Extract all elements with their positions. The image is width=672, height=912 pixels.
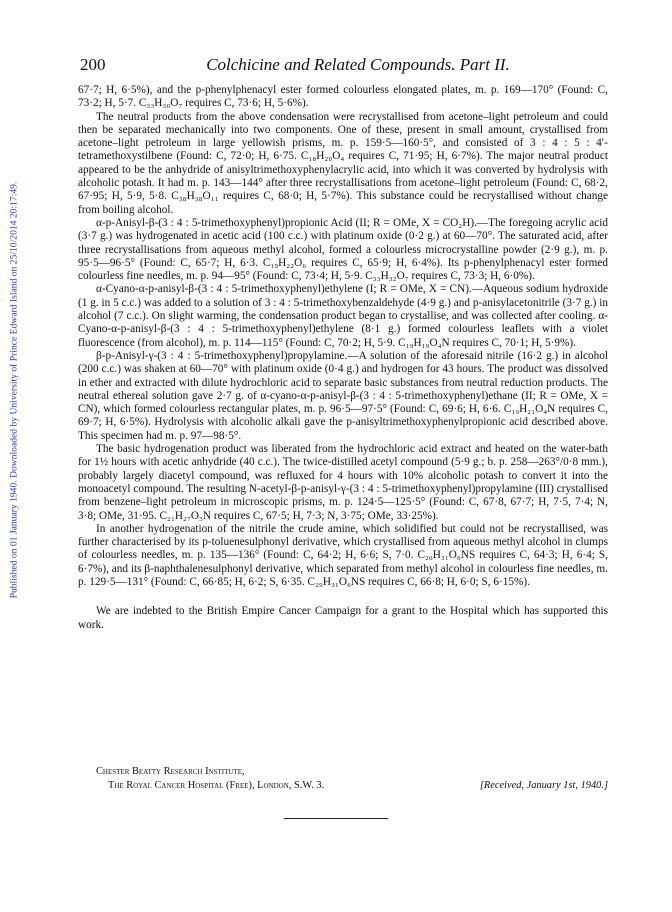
page-header (76, 52, 610, 76)
end-rule (284, 818, 388, 819)
paragraph: The neutral products from the above condensation were recrystallised from acetone–light petroleum and could then be separated mechanically into two components. One of these, present in small amount, crystallised from acetone–light petroleum in large yellowish prisms, m. p. 159·5—160·5°, and consisted of 3 : 4 : 5 : 4′-tetramethoxystilbene (Found: C, 72·0; H, 6·75. C₁₈H₂₀O₄ requires C, 71·95; H, 6·7%). The major neutral product appeared to be the anhydride of anisyltrimethoxyphenylacrylic acid, into which it was converted by hydrolysis with alcoholic potash. It had m. p. 143—144° after three recrystallisations from acetone–light petroleum (Found: C, 68·2, 67·95; H, 5·9, 5·8. C₃₈H₃₈O₁₁ requires C, 68·0; H, 5·7%). This substance could be recrystallised without change from boiling alcohol. (78, 110, 608, 216)
download-watermark (8, 90, 20, 690)
page-number: 200 (80, 55, 106, 74)
paragraph: α-Cyano-α-p-anisyl-β-(3 : 4 : 5-trimethoxyphenyl)ethylene (I; R = OMe, X = CN).—Aqueous sodium hydroxide (1 g. in 5 c.c.) was added to a solution of 3 : 4 : 5-trimethoxybenzaldehyde (4·9 g.) and p-anisylacetonitrile (3·7 g.) in alcohol (7 c.c.). On slight warming, the condensation product began to crystallise, and was collected after cooling. α-Cyano-α-p-anisyl-β-(3 : 4 : 5-trimethoxyphenyl)ethylene (8·1 g.) formed colourless leaflets with a violet fluorescence (from alcohol), m. p. 114—115° (Found: C, 70·2; H, 5·9. C₁₉H₁₉O₄N requires C, 70·1; H, 5·9%). (78, 283, 608, 349)
affiliation (78, 765, 608, 793)
acknowledgement: We are indebted to the British Empire Cancer Campaign for a grant to the Hospital which has supported this work. (78, 605, 608, 631)
paragraph: 67·7; H, 6·5%), and the p-phenylphenacyl ester formed colourless elongated plates, m. p. 169—170° (Found: C, 73·2; H, 5·7. C₃₃H₃₀O₇ requires C, 73·6; H, 5·6%). (78, 84, 608, 110)
paragraph: β-p-Anisyl-γ-(3 : 4 : 5-trimethoxyphenyl)propylamine.—A solution of the aforesaid nitrile (16·2 g.) in alcohol (200 c.c.) was shaken at 60—70° with platinum oxide (0·4 g.) and hydrogen for 43 hours. The product was dissolved in ether and extracted with dilute hydrochloric acid to separate basic substances from neutral reduction products. The neutral ethereal solution gave 2·7 g. of α-cyano-α-p-anisyl-β-(3 : 4 : 5-trimethoxyphenyl)ethane (II; R = OMe, X = CN), which formed colourless rectangular plates, m. p. 96·5—97·5° (Found: C, 69·6; H, 6·6. C₁₉H₂₁O₄N requires C, 69·7; H, 6·5%). Hydrolysis with alcoholic alkali gave the p-anisyltrimethoxyphenylpropionic acid described above. This specimen had m. p. 97—98·5°. (78, 349, 608, 442)
institute-name: Chester Beatty Research Institute, (96, 766, 245, 777)
hospital-address: The Royal Cancer Hospital (Free), London, S.W. 3. (108, 780, 325, 791)
institute-address (78, 779, 608, 793)
paragraph: In another hydrogenation of the nitrile the crude amine, which solidified but could not be recrystallised, was further characterised by its p-toluenesulphonyl derivative, which crystallised from aqueous methyl alcohol in clumps of colourless needles, m. p. 135—136° (Found: C, 64·2; H, 6·6; S, 7·0. C₂₆H₃₁O₆NS requires C, 64·3; H, 6·4; S, 6·7%), and its β-naphthalenesulphonyl derivative, which separated from methyl alcohol in colourless fine needles, m. p. 129·5—131° (Found: C, 66·85; H, 6·2; S, 6·35. C₂₉H₃₁O₆NS requires C, 66·8; H, 6·0; S, 6·15%). (78, 522, 608, 588)
download-watermark-text: Published on 01 January 1940. Downloaded by University of Prince Edward Island on 25/10/2014 20:17:49. (8, 181, 20, 599)
paragraph: α-p-Anisyl-β-(3 : 4 : 5-trimethoxyphenyl)propionic Acid (II; R = OMe, X = CO₂H).—The foregoing acrylic acid (3·7 g.) was hydrogenated in acetic acid (100 c.c.) with platinum oxide (0·2 g.) at 60—70°. The saturated acid, after three recrystallisations from aqueous methyl alcohol, formed a colourless microcrystalline powder (2·9 g.), m. p. 95·5—96·5° (Found: C, 65·7; H, 6·3. C₁₉H₂₂O₆ requires C, 65·9; H, 6·4%). Its p-phenylphenacyl ester formed colourless fine needles, m. p. 94—95° (Found: C, 73·4; H, 5·9. C₃₃H₃₂O₇ requires C, 73·3; H, 6·0%). (78, 216, 608, 283)
received-date: [Received, January 1st, 1940.] (479, 780, 608, 791)
body-text (78, 84, 608, 632)
paragraph: The basic hydrogenation product was liberated from the hydrochloric acid extract and heated on the water-bath for 1½ hours with acetic anhydride (40 c.c.). The twice-distilled acetyl compound (5·9 g.; b. p. 258—263°/0·8 mm.), probably largely diacetyl compound, was refluxed for 4 hours with 10% alcoholic potash to convert it into the monoacetyl compound. The resulting N-acetyl-β-p-anisyl-γ-(3 : 4 : 5-trimethoxyphenyl)propylamine (III) crystallised from benzene–light petroleum in microscopic prisms, m. p. 124·5—125·5° (Found: C, 67·8, 67·7; H, 7·5, 7·4; N, 3·8; OMe, 31·95. C₂₁H₂₇O₅N requires C, 67·5; H, 7·3; N, 3·75; OMe, 33·25%). (78, 443, 608, 522)
running-title: Colchicine and Related Compounds. Part II. (206, 55, 510, 74)
